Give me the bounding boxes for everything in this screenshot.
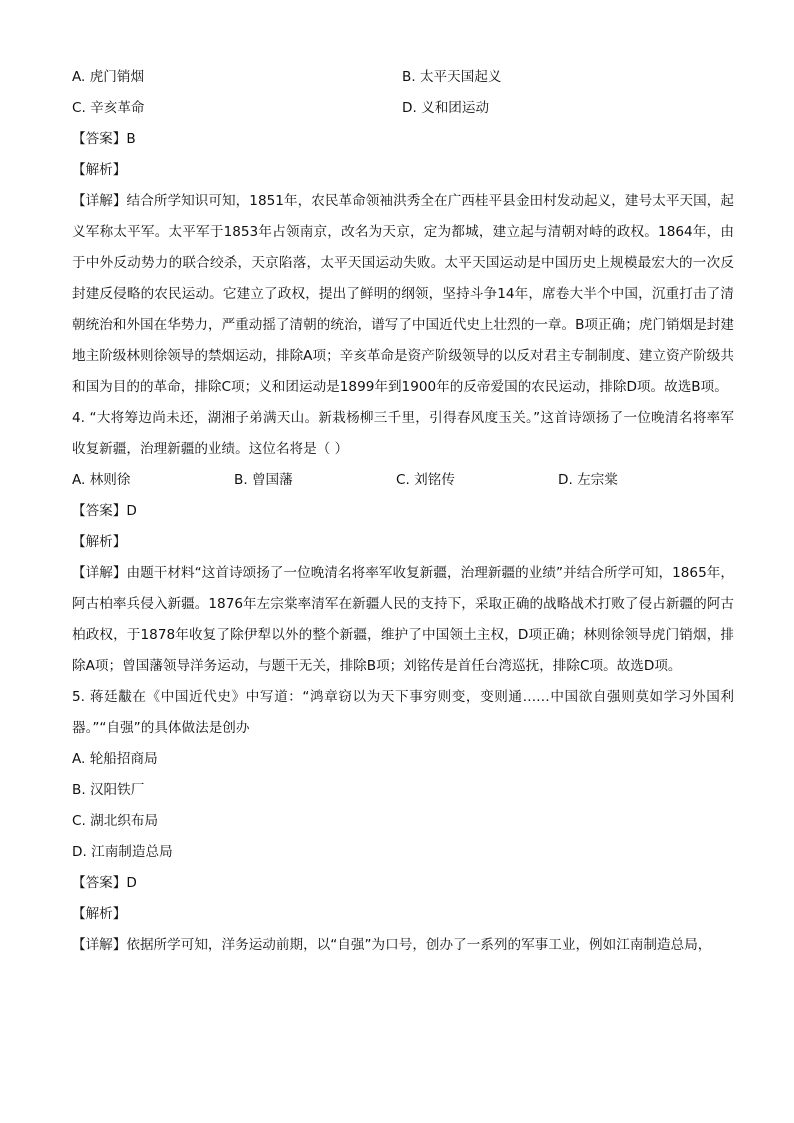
q5-option-b: B. 汉阳铁厂 [72, 782, 145, 798]
q5-answer: 【答案】D [72, 875, 137, 891]
q3-answer: 【答案】B [72, 131, 136, 147]
q4-option-a: A. 林则徐 [72, 472, 131, 488]
q5-option-c: C. 湖北织布局 [72, 813, 159, 829]
q4-options-row [72, 465, 734, 496]
q4-option-b: B. 曾国藩 [234, 472, 293, 488]
q5-stem: 5. 蒋廷黻在《中国近代史》中写道：“鸿章窃以为天下事穷则变，变则通……中国欲自强则莫如学习外国利器。”“自强”的具体做法是创办 [72, 689, 734, 736]
q4-analysis-heading: 【解析】 [72, 534, 127, 550]
q3-detail: 【详解】结合所学知识可知，1851年，农民革命领袖洪秀全在广西桂平县金田村发动起义，建号太平天国，起义军称太平军。太平军于1853年占领南京，改名为天京，定为都城，建立起与清朝对峙的政权。1864年，由于中外反动势力的联合绞杀，天京陷落，太平天国运动失败。太平天国运动是中国历史上规模最宏大的一次反封建反侵略的农民运动。它建立了政权，提出了鲜明的纲领，坚持斗争14年，席卷大半个中国，沉重打击了清朝统治和外国在华势力，严重动摇了清朝的统治，谱写了中国近代史上壮烈的一章。B项正确；虎门销烟是封建地主阶级林则徐领导的禁烟运动，排除A项；辛亥革命是资产阶级领导的以反对君主专制制度、建立资产阶级共和国为目的的革命，排除C项；义和团运动是1899年到1900年的反帝爱国的农民运动，排除D项。故选B项。 [72, 193, 734, 395]
q3-options-row-2 [72, 93, 734, 124]
q4-option-c: C. 刘铭传 [396, 472, 455, 488]
q3-options-row-1 [72, 62, 734, 93]
q3-option-d: D. 义和团运动 [402, 100, 490, 116]
q4-answer: 【答案】D [72, 503, 137, 519]
q3-option-c: C. 辛亥革命 [72, 100, 145, 116]
q4-detail: 【详解】由题干材料“这首诗颂扬了一位晚清名将率军收复新疆，治理新疆的业绩”并结合所学可知，1865年，阿古柏率兵侵入新疆。1876年左宗棠率清军在新疆人民的支持下，采取正确的战略战术打败了侵占新疆的阿古柏政权，于1878年收复了除伊犁以外的整个新疆，维护了中国领土主权，D项正确；林则徐领导虎门销烟，排除A项；曾国藩领导洋务运动，与题干无关，排除B项；刘铭传是首任台湾巡抚，排除C项。故选D项。 [72, 565, 734, 674]
q5-option-d: D. 江南制造总局 [72, 844, 173, 860]
q5-detail: 【详解】依据所学可知，洋务运动前期，以“自强”为口号，创办了一系列的军事工业，例如江南制造总局， [72, 937, 712, 953]
q3-option-a: A. 虎门销烟 [72, 69, 145, 85]
q4-stem: 4. “大将筹边尚未还，湖湘子弟满天山。新栽杨柳三千里，引得春风度玉关。”这首诗颂扬了一位晚清名将率军收复新疆，治理新疆的业绩。这位名将是（ ） [72, 410, 734, 457]
page-content [72, 62, 734, 961]
q3-analysis-heading: 【解析】 [72, 162, 127, 178]
q5-analysis-heading: 【解析】 [72, 906, 127, 922]
q4-option-d: D. 左宗棠 [558, 472, 618, 488]
q3-option-b: B. 太平天国起义 [402, 69, 502, 85]
q5-option-a: A. 轮船招商局 [72, 751, 158, 767]
